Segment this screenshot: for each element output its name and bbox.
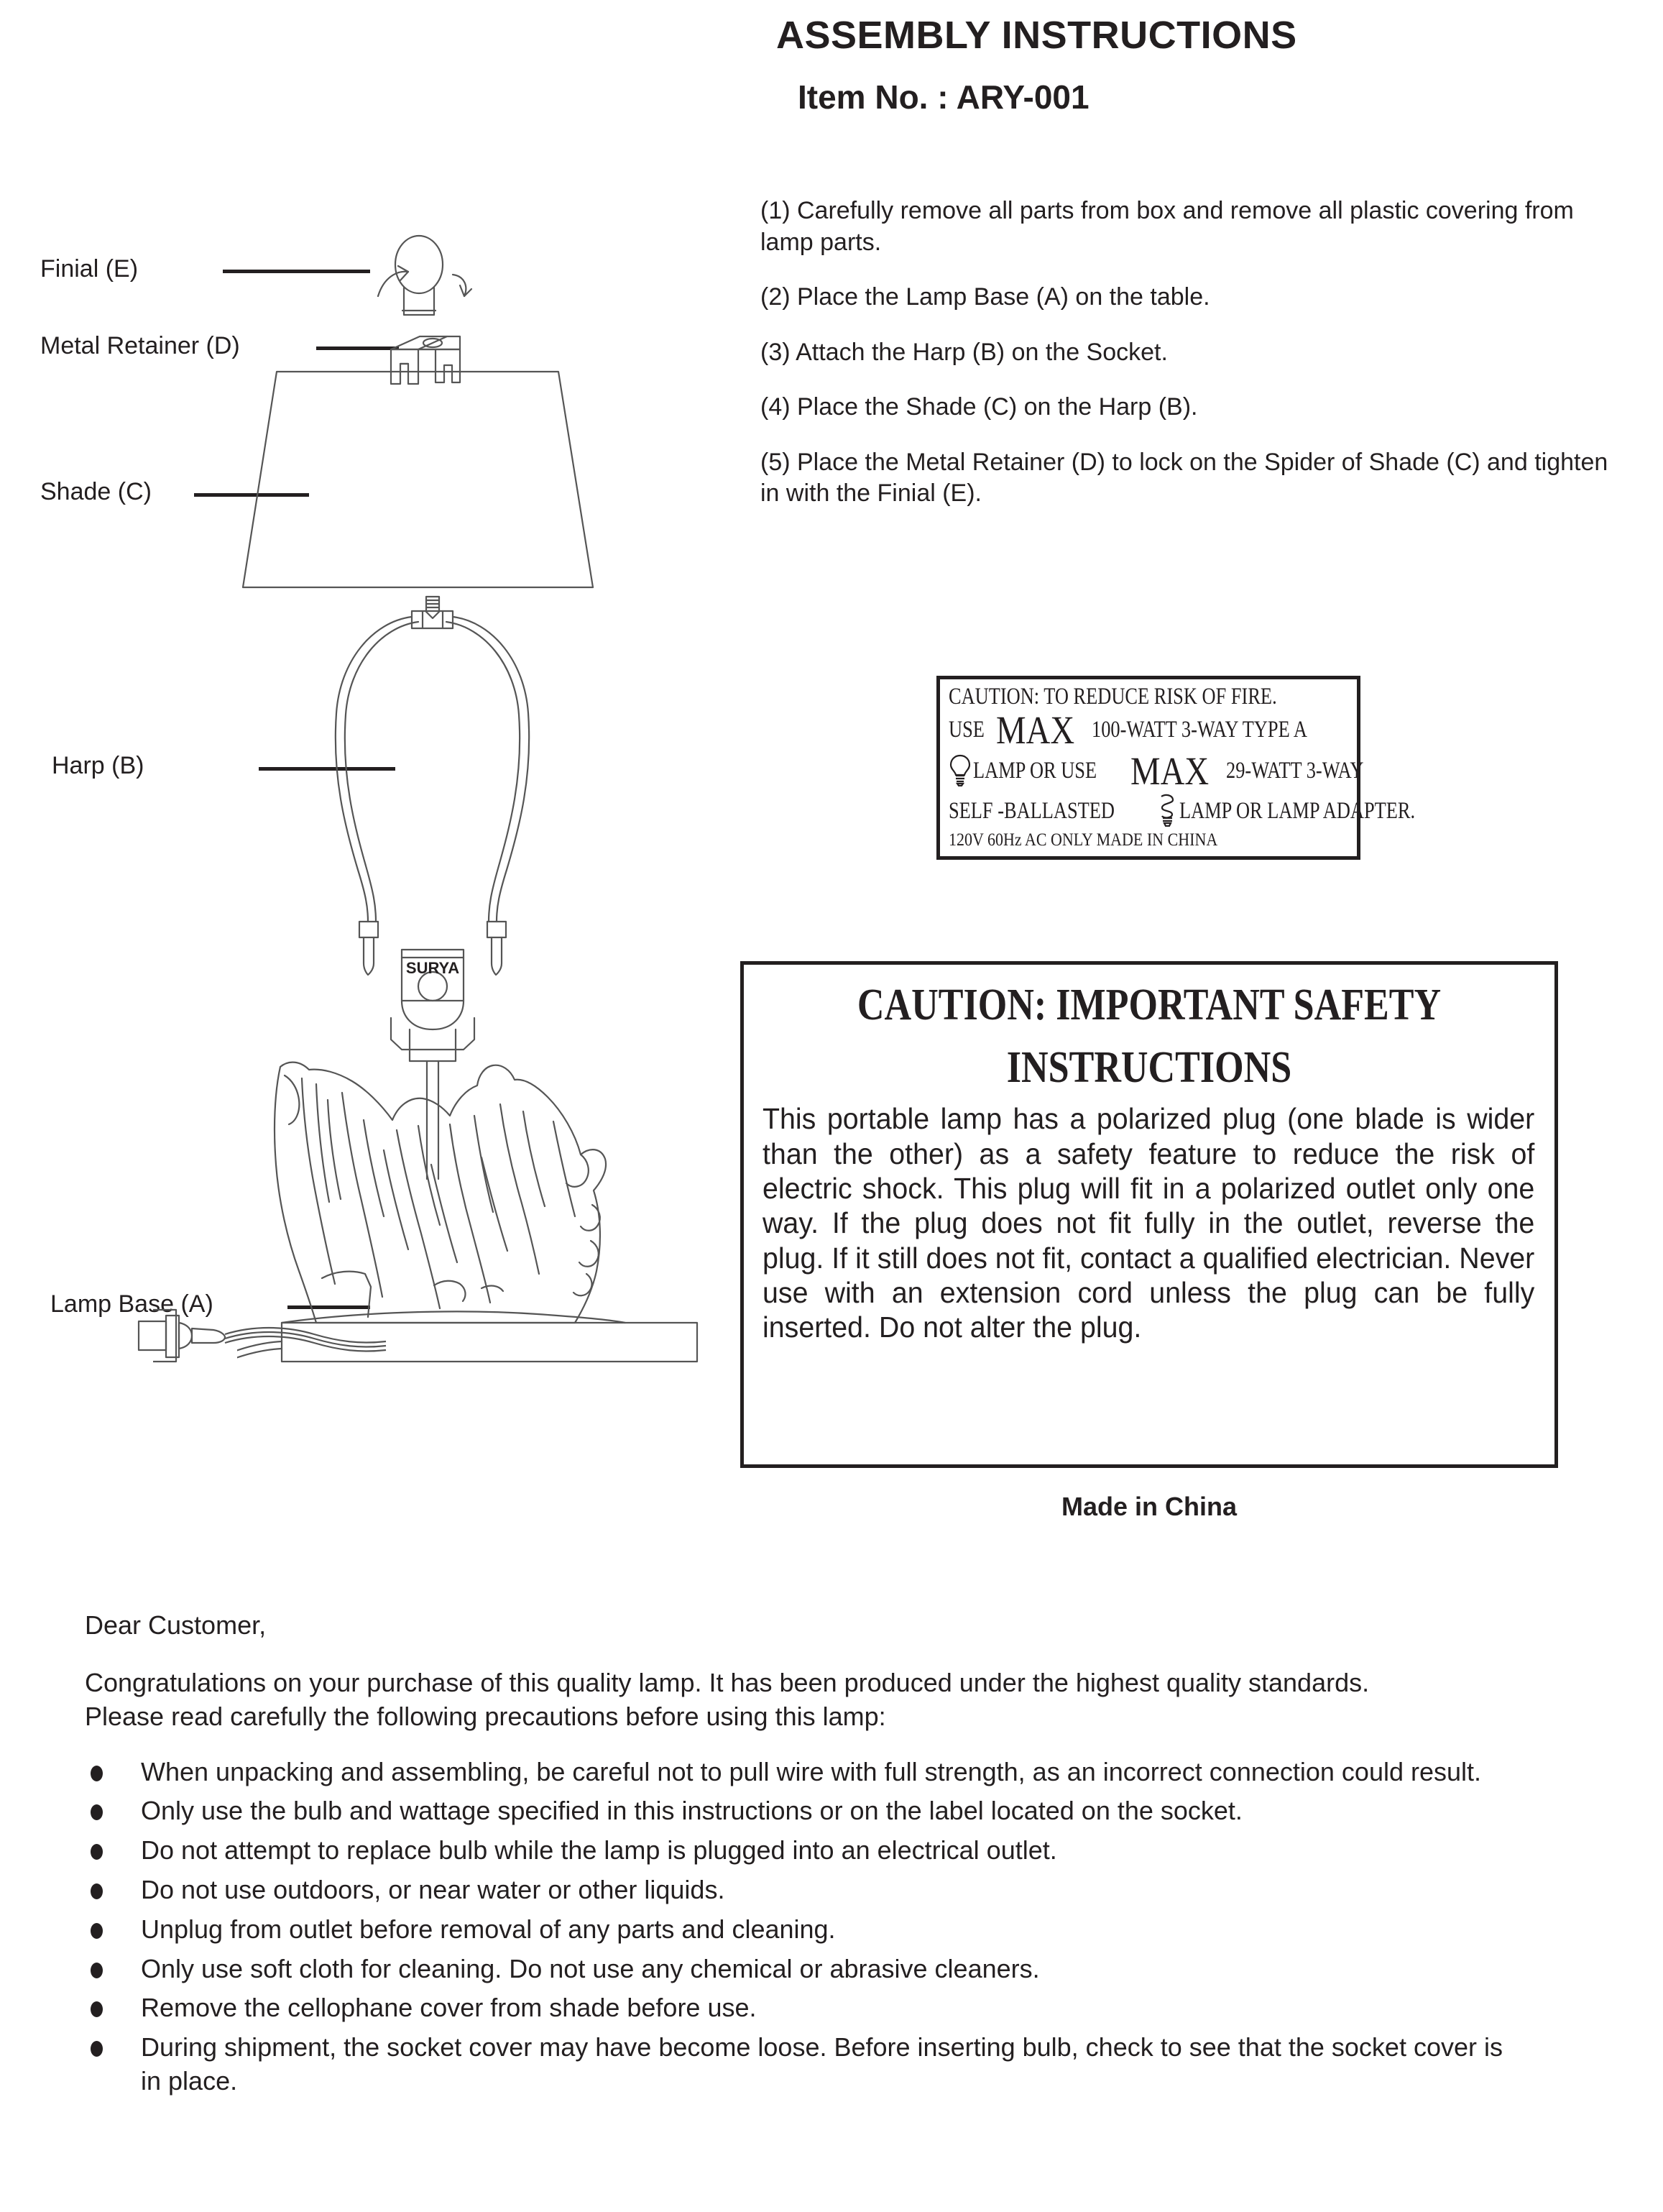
shade-illustration xyxy=(243,372,593,587)
incandescent-bulb-icon xyxy=(949,753,972,789)
socket-brand-text: SURYA xyxy=(405,959,460,977)
bullet-icon xyxy=(91,2001,103,2017)
assembly-step: (4) Place the Shade (C) on the Harp (B). xyxy=(760,393,1198,421)
safety-body-text: This portable lamp has a polarized plug (one blade is wider than the other) as a safety feature to reduce the risk of electric shock. This plug will fit in a polarized outlet only one way. If the plug does not fit fully in the outlet, reverse the plug. If it still does not fit, contact a qualified electrician. Never use with an extension cord unless the plug can be fully inserted. Do not alter the plug. xyxy=(763,1102,1535,1344)
fire-caution-line-3: LAMP OR USE MAX 29-WATT 3-WAY xyxy=(949,751,1348,791)
list-item: Do not attempt to replace bulb while the lamp is plugged into an electrical outlet. xyxy=(85,1834,1506,1868)
bullet-icon xyxy=(91,1883,103,1899)
fire-caution-label xyxy=(936,676,1415,860)
made-in-china-footer: Made in China xyxy=(1061,1492,1238,1521)
safety-title-line-1: CAUTION: IMPORTANT SAFETY xyxy=(857,981,1442,1029)
list-item: When unpacking and assembling, be careful not to pull wire with full strength, as an incorrect connection could result. xyxy=(85,1756,1506,1789)
page-title: ASSEMBLY INSTRUCTIONS xyxy=(776,14,1297,57)
fire-caution-line-1: CAUTION: TO REDUCE RISK OF FIRE. xyxy=(949,684,1277,710)
finial-icon xyxy=(378,236,471,315)
fire-caution-line-4: SELF -BALLASTED LAMP OR LAMP ADAPTER. xyxy=(949,792,1348,830)
label-shade: Shade (C) xyxy=(40,478,152,505)
cfl-bulb-icon xyxy=(1156,792,1178,830)
bullet-icon xyxy=(91,1766,103,1781)
list-item: Only use soft cloth for cleaning. Do not use any chemical or abrasive cleaners. xyxy=(85,1952,1506,1986)
customer-notice-section xyxy=(85,1610,1544,2104)
document-header xyxy=(747,13,1639,116)
assembly-step: (3) Attach the Harp (B) on the Socket. xyxy=(760,338,1168,366)
bullet-icon xyxy=(91,2041,103,2057)
list-item: Only use the bulb and wattage specified in this instructions or on the label located on the socket. xyxy=(85,1794,1506,1828)
label-lamp-base: Lamp Base (A) xyxy=(50,1290,213,1318)
assembly-step: (5) Place the Metal Retainer (D) to lock on the Spider of Shade (C) and tighten in with the Finial (E). xyxy=(760,448,1608,508)
list-item: Do not use outdoors, or near water or other liquids. xyxy=(85,1873,1506,1907)
fire-caution-line-5: 120V 60Hz AC ONLY MADE IN CHINA xyxy=(949,830,1218,850)
lamp-parts-diagram xyxy=(0,0,747,1510)
metal-retainer-icon xyxy=(391,336,460,384)
fire-caution-line-2: USE MAX 100-WATT 3-WAY TYPE A xyxy=(949,708,1307,752)
label-metal-retainer: Metal Retainer (D) xyxy=(40,332,240,359)
bullet-icon xyxy=(91,1804,103,1820)
salutation: Dear Customer, xyxy=(85,1610,267,1640)
bullet-icon xyxy=(91,1923,103,1939)
list-item: Remove the cellophane cover from shade before use. xyxy=(85,1991,1506,2025)
harp-illustration xyxy=(336,597,529,975)
safety-title-line-2: INSTRUCTIONS xyxy=(1006,1043,1292,1093)
lamp-stem xyxy=(427,1061,438,1179)
list-item: During shipment, the socket cover may have become loose. Before inserting bulb, check to see that the socket cover is in place. xyxy=(85,2031,1506,2098)
item-number: Item No. : ARY-001 xyxy=(798,78,1090,116)
assembly-step: (2) Place the Lamp Base (A) on the table. xyxy=(760,283,1210,311)
label-finial: Finial (E) xyxy=(40,255,139,283)
safety-instructions-box xyxy=(740,961,1558,1468)
assembly-step: (1) Carefully remove all parts from box and remove all plastic covering from lamp parts. xyxy=(760,197,1574,256)
lamp-exploded-illustration xyxy=(237,230,740,1423)
precautions-list xyxy=(85,1756,1544,2098)
bullet-icon xyxy=(91,1844,103,1860)
bullet-icon xyxy=(91,1963,103,1978)
label-harp: Harp (B) xyxy=(52,752,144,779)
list-item: Unplug from outlet before removal of any parts and cleaning. xyxy=(85,1913,1506,1947)
assembly-steps xyxy=(760,196,1608,533)
polarized-plug-icon xyxy=(133,1294,392,1387)
congratulations-paragraph: Congratulations on your purchase of this quality lamp. It has been produced under the highest quality standards. Please read carefully the following precautions before using this lamp: xyxy=(85,1668,1370,1731)
